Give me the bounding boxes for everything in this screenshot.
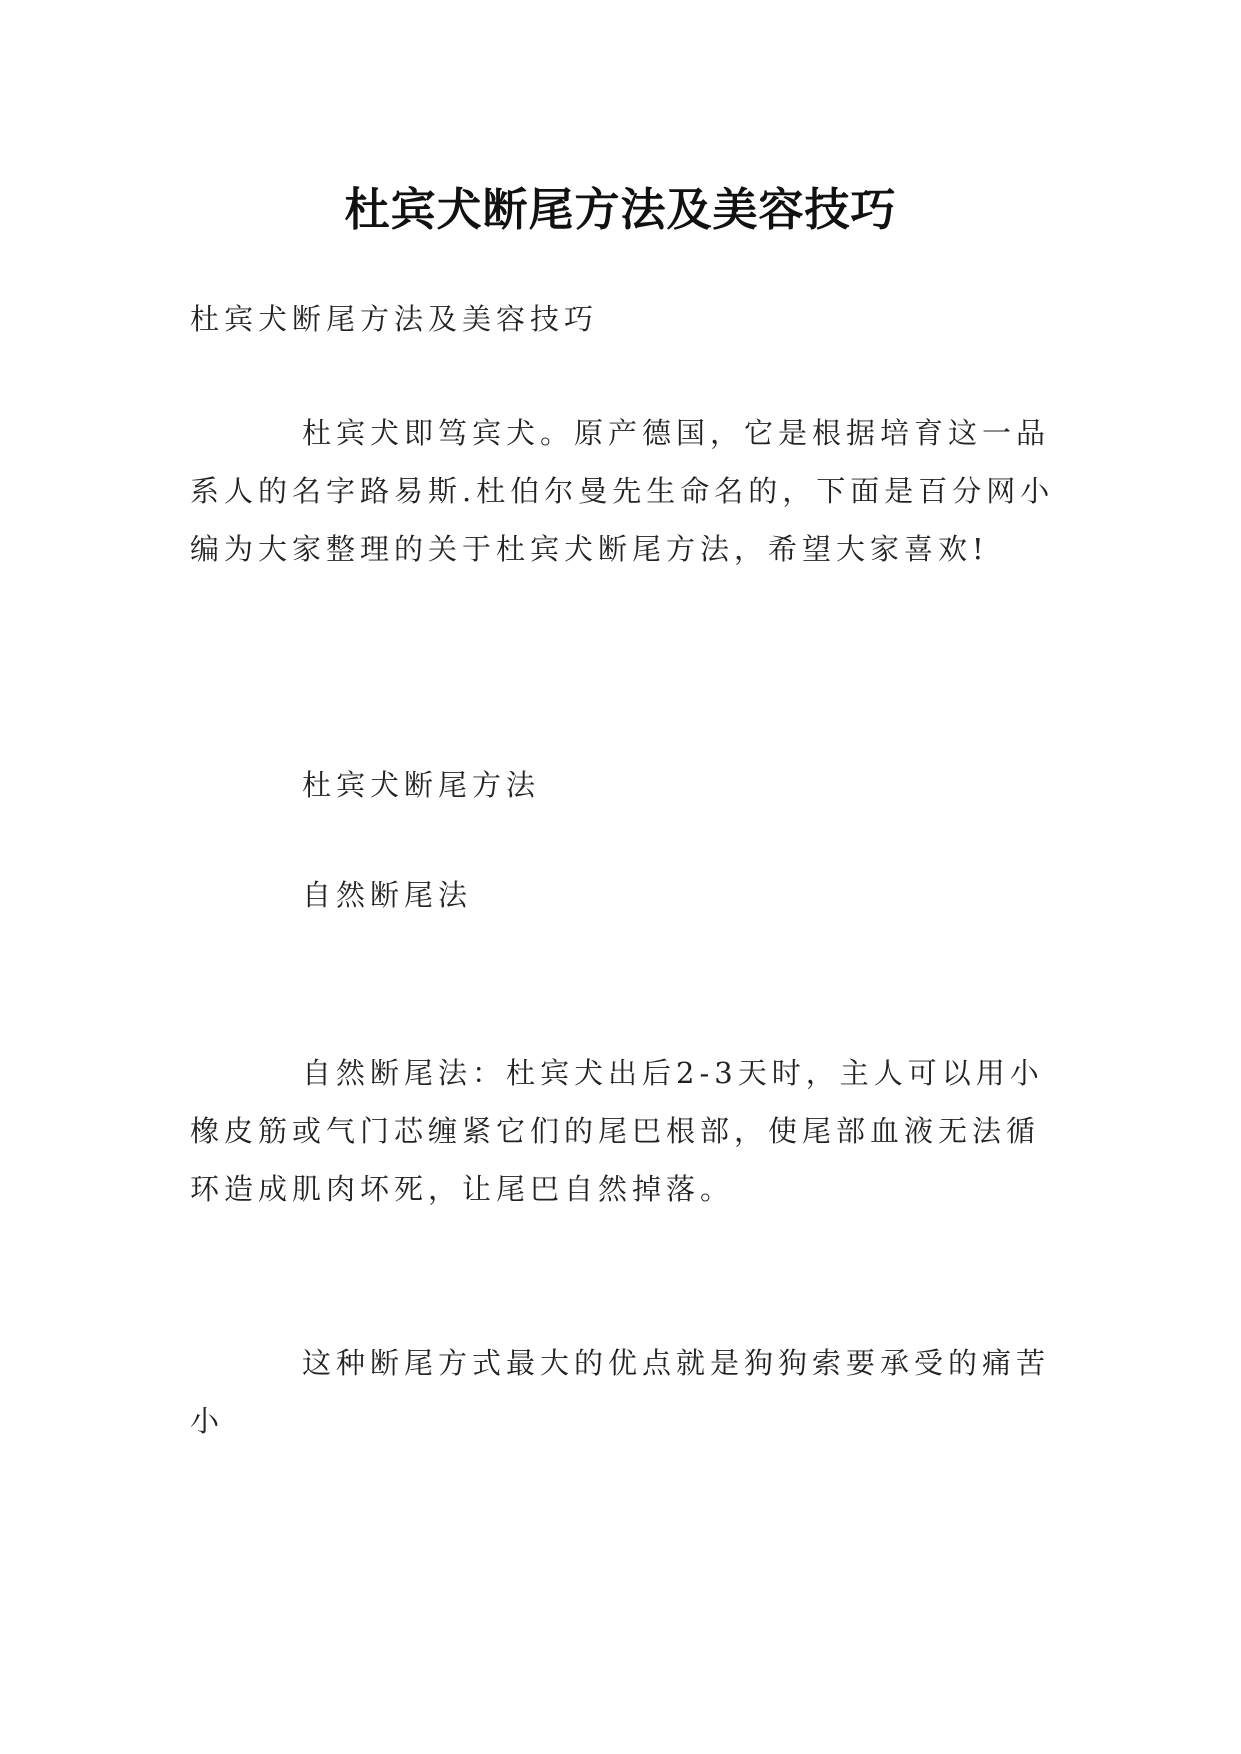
subtitle-paragraph: 杜宾犬断尾方法及美容技巧	[190, 302, 599, 336]
method-description-paragraph: 自然断尾法：杜宾犬出后2-3天时，主人可以用小橡皮筋或气门芯缠紧它们的尾巴根部，使尾部血液无法循环造成肌肉坏死，让尾巴自然掉落。	[190, 1056, 1044, 1206]
document-title: 杜宾犬断尾方法及美容技巧	[344, 183, 897, 237]
method-name: 自然断尾法	[302, 878, 473, 912]
section-heading: 杜宾犬断尾方法	[302, 768, 541, 802]
intro-paragraph: 杜宾犬即笃宾犬。原产德国，它是根据培育这一品系人的名字路易斯.杜伯尔曼先生命名的，下面是百分网小编为大家整理的关于杜宾犬断尾方法，希望大家喜欢!	[190, 416, 1055, 566]
advantage-paragraph: 这种断尾方式最大的优点就是狗狗索要承受的痛苦小	[190, 1346, 1051, 1438]
